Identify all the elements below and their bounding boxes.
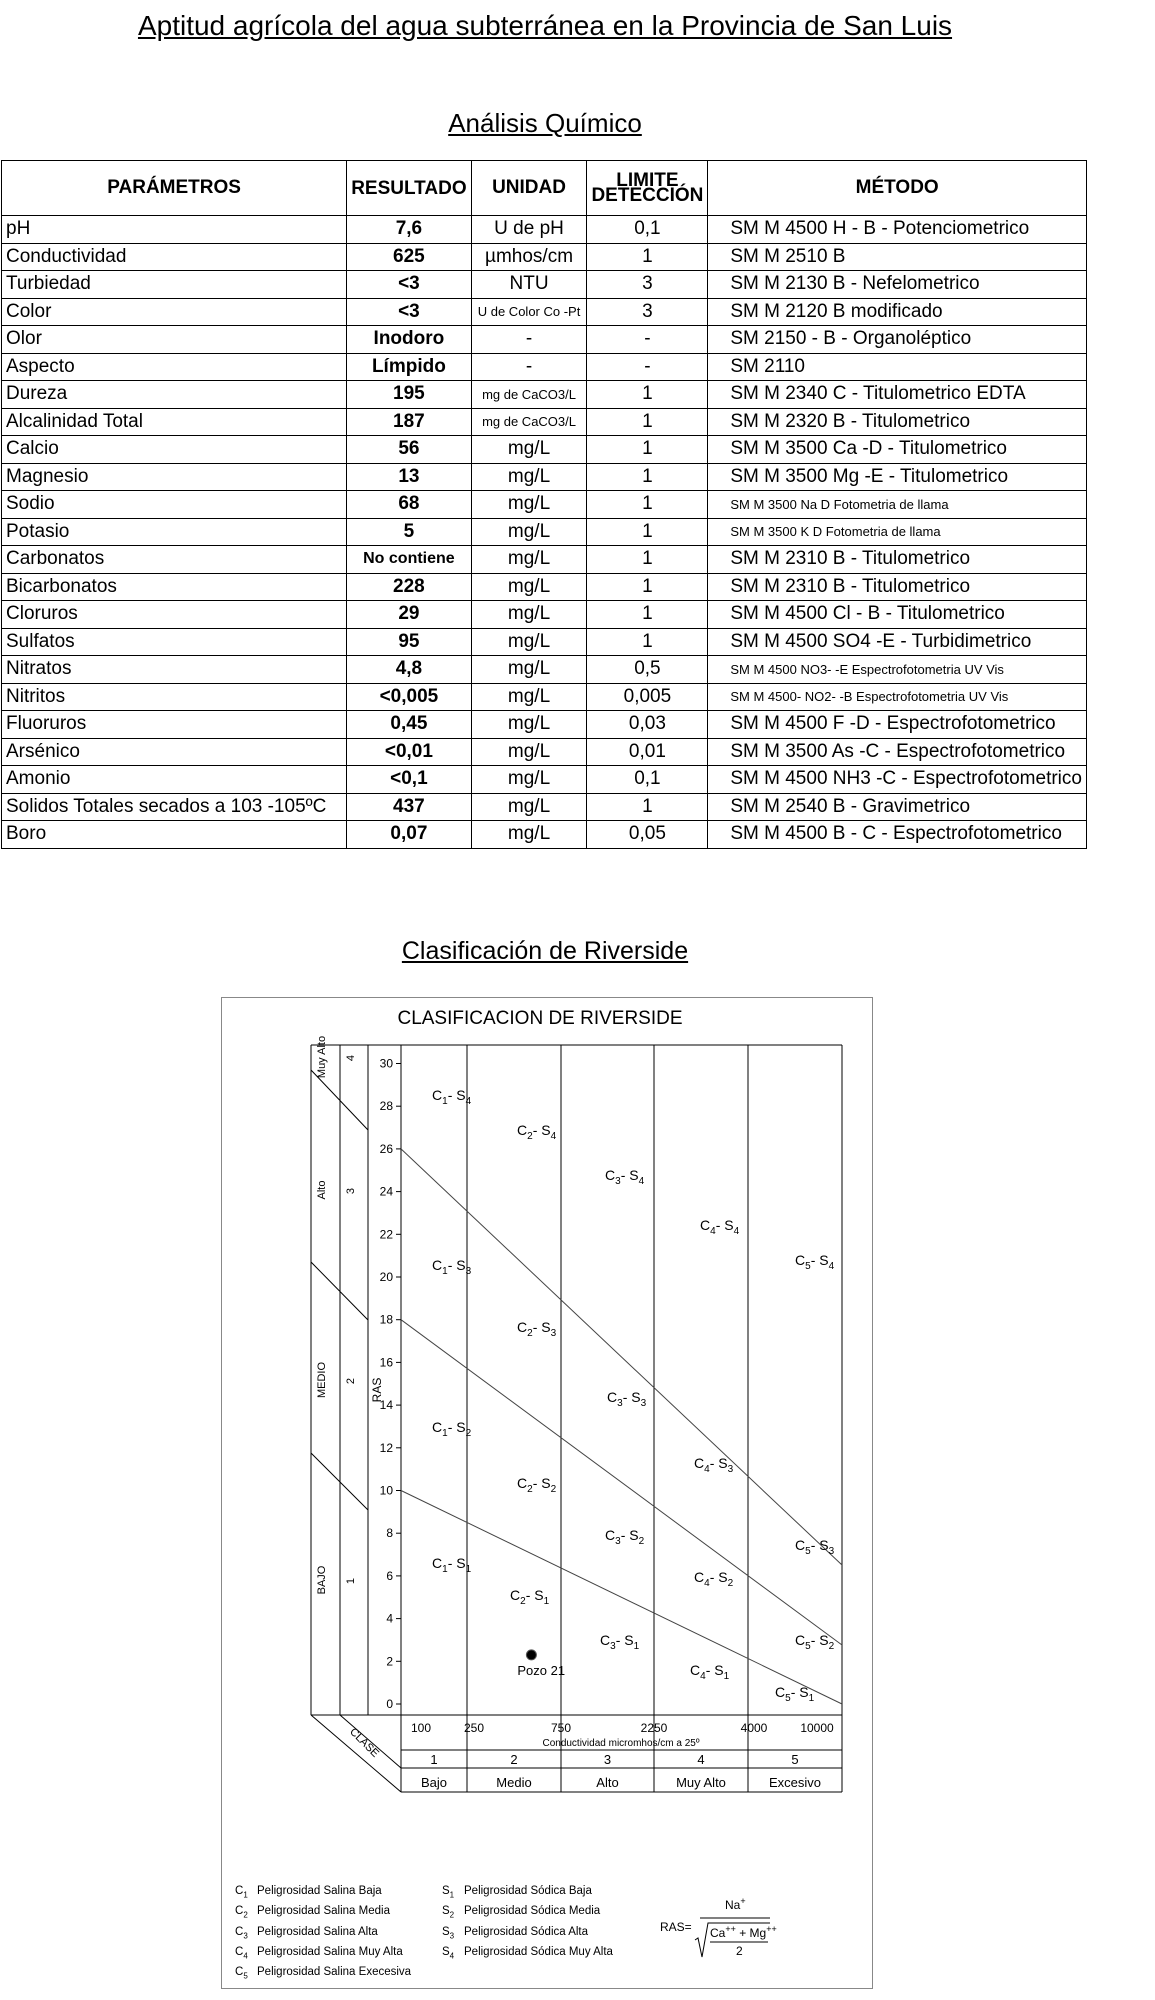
cell-result: 29 <box>347 601 471 629</box>
zone-label: $C_5-$ $S_1$ <box>775 1684 815 1704</box>
zone-label: $C_5-$ $S_4$ <box>795 1252 835 1272</box>
cell-method: SM M 3500 Ca -D - Titulometrico <box>708 436 1087 464</box>
cell-limit: 1 <box>587 546 708 574</box>
formula-mg: Mg <box>749 1926 767 1940</box>
sodium-class-name: MEDIO <box>316 1361 328 1399</box>
salinity-class-num: 5 <box>791 1752 799 1767</box>
y-tick-label: 0 <box>386 1697 393 1711</box>
sodium-class-name: Alto <box>316 1180 328 1200</box>
cell-parameter: Sodio <box>2 491 347 519</box>
salinity-class-name: Medio <box>496 1775 532 1790</box>
cell-method: SM M 4500 NO3- -E Espectrofotometria UV Vis <box>708 656 1087 684</box>
y-tick-label: 14 <box>379 1398 393 1413</box>
y-tick-label: 26 <box>379 1141 393 1156</box>
cell-unit: mg de CaCO3/L <box>471 408 587 436</box>
cell-method: SM M 2310 B - Titulometrico <box>708 573 1087 601</box>
sodium-class-num: 4 <box>345 1054 357 1062</box>
legend-item-sodicity: $S_4$ Peligrosidad Sódica Muy Alta <box>442 1945 613 1961</box>
legend-item-sodicity: $S_3$ Peligrosidad Sódica Alta <box>442 1925 589 1940</box>
cell-result: <0,005 <box>347 683 471 711</box>
zone-label: $C_2-$ $S_2$ <box>517 1475 557 1495</box>
cell-unit: - <box>471 326 587 354</box>
cell-result: <0,1 <box>347 766 471 794</box>
x-tick-label: 100 <box>410 1721 432 1735</box>
legend-salinity <box>235 1883 411 1984</box>
cell-limit: - <box>587 326 708 354</box>
cell-result: 625 <box>347 243 471 271</box>
cell-method: SM M 2130 B - Nefelometrico <box>708 271 1087 299</box>
cell-parameter: Dureza <box>2 381 347 409</box>
cell-method: SM M 2540 B - Gravimetrico <box>708 793 1087 821</box>
cell-parameter: Conductividad <box>2 243 347 271</box>
cell-limit: 0,01 <box>587 738 708 766</box>
cell-limit: 1 <box>587 243 708 271</box>
cell-parameter: Potasio <box>2 518 347 546</box>
cell-result: 195 <box>347 381 471 409</box>
cell-limit: 1 <box>587 436 708 464</box>
cell-limit: 1 <box>587 793 708 821</box>
zone-label: $C_5-$ $S_3$ <box>795 1537 835 1557</box>
page-title: Aptitud agrícola del agua subterránea en la Provincia de San Luis <box>137 10 953 41</box>
y-tick-label: 28 <box>379 1099 393 1114</box>
salinity-class-num: 3 <box>603 1752 612 1767</box>
cell-method: SM 2150 - B - Organoléptico <box>708 326 1087 354</box>
cell-method: SM M 4500- NO2- -B Espectrofotometria UV Vis <box>708 683 1087 711</box>
section-title-riverside: Clasificación de Riverside <box>401 937 689 965</box>
cell-limit: 1 <box>587 408 708 436</box>
cell-limit: 1 <box>587 573 708 601</box>
cell-parameter: Solidos Totales secados a 103 -105ºC <box>2 793 347 821</box>
clase-label: CLASE <box>347 1725 382 1760</box>
y-tick-label: 16 <box>379 1355 393 1370</box>
zone-label: $C_5-$ $S_2$ <box>795 1632 835 1652</box>
cell-result: 0,07 <box>347 821 471 849</box>
cell-result: 56 <box>347 436 471 464</box>
cell-result: 187 <box>347 408 471 436</box>
ras-formula <box>660 1895 780 1968</box>
cell-parameter: Alcalinidad Total <box>2 408 347 436</box>
zone-label: $C_2-$ $S_1$ <box>510 1587 550 1607</box>
y-axis-label: RAS <box>370 1377 384 1403</box>
cell-result: 7,6 <box>347 216 471 244</box>
cell-unit: mg/L <box>471 491 587 519</box>
section-title-analysis: Análisis Químico <box>448 108 642 138</box>
y-tick-label: 10 <box>379 1483 393 1498</box>
cell-parameter: Magnesio <box>2 463 347 491</box>
cell-result: <3 <box>347 298 471 326</box>
cell-method: SM M 3500 As -C - Espectrofotometrico <box>708 738 1087 766</box>
header-limit: LIMITE DETECCIÓN <box>587 161 708 216</box>
zone-label: $C_3-$ $S_1$ <box>600 1632 640 1652</box>
header-method: MÉTODO <box>708 161 1087 216</box>
cell-unit: mg/L <box>471 793 587 821</box>
cell-limit: - <box>587 353 708 381</box>
y-tick-label: 20 <box>379 1270 393 1284</box>
sample-label: Pozo 21 <box>517 1662 566 1678</box>
cell-parameter: Sulfatos <box>2 628 347 656</box>
zone-label: $C_4-$ $S_4$ <box>700 1217 740 1237</box>
legend-item-salinity: $C_4$ Peligrosidad Salina Muy Alta <box>235 1945 403 1961</box>
salinity-class-num: 2 <box>510 1752 518 1767</box>
cell-limit: 1 <box>587 628 708 656</box>
cell-limit: 0,03 <box>587 711 708 739</box>
zone-label: $C_1-$ $S_1$ <box>432 1555 472 1575</box>
sodium-class-num: 1 <box>345 1577 357 1585</box>
cell-method: SM M 4500 B - C - Espectrofotometrico <box>708 821 1087 849</box>
cell-unit: mg/L <box>471 656 587 684</box>
cell-parameter: Turbiedad <box>2 271 347 299</box>
zone-label: $C_1-$ $S_3$ <box>432 1257 472 1277</box>
formula-ca: Ca <box>710 1926 726 1940</box>
legend-item-salinity: $C_2$ Peligrosidad Salina Media <box>235 1905 390 1920</box>
cell-unit: µmhos/cm <box>471 243 587 271</box>
cell-parameter: Amonio <box>2 766 347 794</box>
cell-unit: U de pH <box>471 216 587 244</box>
legend-item-salinity: $C_1$ Peligrosidad Salina Baja <box>235 1885 382 1900</box>
y-tick-label: 8 <box>386 1526 393 1541</box>
cell-unit: mg/L <box>471 738 587 766</box>
cell-limit: 0,005 <box>587 683 708 711</box>
header-param: PARÁMETROS <box>2 161 347 216</box>
sodium-class-num: 2 <box>345 1377 357 1385</box>
salinity-class-num: 4 <box>697 1752 705 1767</box>
cell-result: <3 <box>347 271 471 299</box>
legend-item-salinity: $C_3$ Peligrosidad Salina Alta <box>235 1925 378 1940</box>
cell-limit: 0,1 <box>587 216 708 244</box>
zone-label: $C_4-$ $S_3$ <box>694 1455 734 1475</box>
cell-method: SM M 3500 Mg -E - Titulometrico <box>708 463 1087 491</box>
formula-lhs: RAS= <box>660 1920 692 1934</box>
cell-parameter: Olor <box>2 326 347 354</box>
cell-limit: 0,1 <box>587 766 708 794</box>
salinity-class-num: 1 <box>430 1752 438 1767</box>
cell-limit: 1 <box>587 463 708 491</box>
x-tick-label: 250 <box>463 1721 485 1735</box>
cell-method: SM M 2340 C - Titulometrico EDTA <box>708 381 1087 409</box>
cell-parameter: Aspecto <box>2 353 347 381</box>
y-tick-label: 24 <box>379 1184 393 1199</box>
zone-label: $C_1-$ $S_4$ <box>432 1087 472 1107</box>
y-tick-label: 6 <box>386 1568 393 1583</box>
y-tick-label: 30 <box>379 1056 393 1071</box>
salinity-class-name: Excesivo <box>768 1775 822 1790</box>
sample-point <box>526 1650 536 1660</box>
cell-parameter: pH <box>2 216 347 244</box>
zone-label: $C_4-$ $S_1$ <box>690 1662 730 1682</box>
y-tick-label: 4 <box>386 1611 393 1626</box>
cell-unit: mg/L <box>471 821 587 849</box>
header-result: RESULTADO <box>347 161 471 216</box>
cell-result: 95 <box>347 628 471 656</box>
cell-parameter: Fluoruros <box>2 711 347 739</box>
x-axis-label: Conductividad micromhos/cm a 25º <box>542 1738 700 1749</box>
y-tick-label: 18 <box>379 1312 393 1327</box>
header-unit: UNIDAD <box>471 161 587 216</box>
cell-result: 437 <box>347 793 471 821</box>
cell-parameter: Arsénico <box>2 738 347 766</box>
svg-text:Na+: Na+ <box>725 1896 746 1912</box>
cell-method: SM M 3500 Na D Fotometria de llama <box>708 491 1087 519</box>
cell-method: SM M 4500 F -D - Espectrofotometrico <box>708 711 1087 739</box>
cell-limit: 3 <box>587 271 708 299</box>
cell-method: SM M 4500 SO4 -E - Turbidimetrico <box>708 628 1087 656</box>
cell-limit: 3 <box>587 298 708 326</box>
cell-result: Límpido <box>347 353 471 381</box>
x-tick-label: 750 <box>550 1721 572 1735</box>
cell-parameter: Nitritos <box>2 683 347 711</box>
sodium-class-name: BAJO <box>316 1565 328 1595</box>
salinity-class-name: Muy Alto <box>676 1775 726 1790</box>
cell-parameter: Color <box>2 298 347 326</box>
formula-numerator: Na <box>725 1898 741 1912</box>
cell-parameter: Calcio <box>2 436 347 464</box>
y-tick-label: 22 <box>379 1227 393 1242</box>
salinity-class-name: Bajo <box>420 1775 448 1790</box>
zone-label: $C_4-$ $S_2$ <box>694 1569 734 1589</box>
cell-unit: mg/L <box>471 766 587 794</box>
cell-limit: 1 <box>587 491 708 519</box>
cell-limit: 1 <box>587 518 708 546</box>
cell-method: SM M 2310 B - Titulometrico <box>708 546 1087 574</box>
formula-divisor: 2 <box>736 1944 743 1958</box>
cell-unit: mg/L <box>471 711 587 739</box>
legend-sodicity <box>442 1883 613 1964</box>
cell-result: No contiene <box>347 546 471 574</box>
zone-label: $C_2-$ $S_4$ <box>517 1122 557 1142</box>
chart-title: CLASIFICACION DE RIVERSIDE <box>397 1008 683 1029</box>
cell-method: SM M 3500 K D Fotometria de llama <box>708 518 1087 546</box>
legend-item-sodicity: $S_1$ Peligrosidad Sódica Baja <box>442 1885 592 1900</box>
cell-method: SM 2110 <box>708 353 1087 381</box>
svg-text:Ca++ + Mg++: Ca++ + Mg++ <box>710 1924 777 1940</box>
cell-unit: mg/L <box>471 628 587 656</box>
cell-method: SM M 4500 NH3 -C - Espectrofotometrico <box>708 766 1087 794</box>
cell-unit: U de Color Co -Pt <box>471 298 587 326</box>
cell-unit: mg/L <box>471 601 587 629</box>
cell-limit: 0,05 <box>587 821 708 849</box>
y-tick-label: 12 <box>379 1440 393 1455</box>
sodium-class-name: Muy Alto <box>316 1035 328 1079</box>
cell-unit: mg/L <box>471 463 587 491</box>
legend-item-sodicity: $S_2$ Peligrosidad Sódica Media <box>442 1905 601 1920</box>
zone-label: $C_3-$ $S_3$ <box>607 1389 647 1409</box>
cell-parameter: Boro <box>2 821 347 849</box>
cell-limit: 1 <box>587 601 708 629</box>
cell-unit: - <box>471 353 587 381</box>
cell-result: Inodoro <box>347 326 471 354</box>
zone-label: $C_3-$ $S_4$ <box>605 1167 645 1187</box>
cell-result: 228 <box>347 573 471 601</box>
x-tick-label: 10000 <box>800 1721 834 1735</box>
cell-unit: mg/L <box>471 436 587 464</box>
cell-limit: 1 <box>587 381 708 409</box>
cell-unit: mg/L <box>471 518 587 546</box>
zone-label: $C_1-$ $S_2$ <box>432 1419 472 1439</box>
cell-unit: NTU <box>471 271 587 299</box>
cell-parameter: Cloruros <box>2 601 347 629</box>
zone-label: $C_2-$ $S_3$ <box>517 1319 557 1339</box>
legend-item-salinity: $C_5$ Peligrosidad Salina Execesiva <box>235 1966 412 1981</box>
cell-unit: mg/L <box>471 546 587 574</box>
cell-method: SM M 4500 H - B - Potenciometrico <box>708 216 1087 244</box>
cell-method: SM M 2510 B <box>708 243 1087 271</box>
cell-method: SM M 2120 B modificado <box>708 298 1087 326</box>
cell-result: 0,45 <box>347 711 471 739</box>
salinity-class-name: Alto <box>596 1775 619 1790</box>
cell-parameter: Nitratos <box>2 656 347 684</box>
cell-result: <0,01 <box>347 738 471 766</box>
cell-result: 68 <box>347 491 471 519</box>
x-tick-label: 4000 <box>740 1721 768 1735</box>
x-tick-label: 2250 <box>640 1721 668 1735</box>
y-tick-label: 2 <box>386 1654 393 1669</box>
cell-method: SM M 2320 B - Titulometrico <box>708 408 1087 436</box>
zone-label: $C_3-$ $S_2$ <box>605 1527 645 1547</box>
cell-parameter: Bicarbonatos <box>2 573 347 601</box>
cell-parameter: Carbonatos <box>2 546 347 574</box>
sodium-class-num: 3 <box>345 1187 357 1195</box>
cell-unit: mg/L <box>471 573 587 601</box>
cell-limit: 0,5 <box>587 656 708 684</box>
cell-result: 5 <box>347 518 471 546</box>
cell-unit: mg/L <box>471 683 587 711</box>
cell-method: SM M 4500 Cl - B - Titulometrico <box>708 601 1087 629</box>
cell-unit: mg de CaCO3/L <box>471 381 587 409</box>
cell-result: 4,8 <box>347 656 471 684</box>
cell-result: 13 <box>347 463 471 491</box>
